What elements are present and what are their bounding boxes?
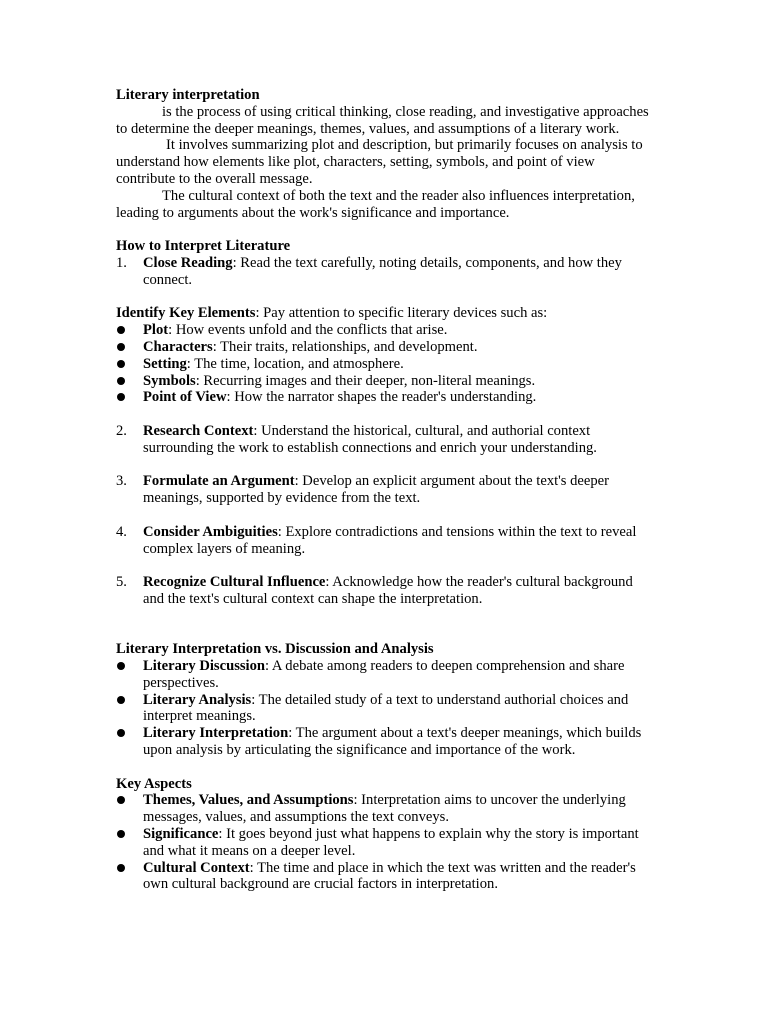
intro-paragraph-1: is the process of using critical thinking, close reading, and investigative approaches to determine the deeper meanings, themes, values, and assumptions of a literary work. <box>116 103 649 137</box>
list-item: Themes, Values, and Assumptions: Interpretation aims to uncover the underlying messages, values, and assumptions the text conveys. <box>116 792 656 826</box>
steps-list <box>116 423 656 608</box>
key-elements-intro: Identify Key Elements: Pay attention to specific literary devices such as: <box>116 305 548 322</box>
aspects-heading: Key Aspects <box>116 775 192 792</box>
versus-heading: Literary Interpretation vs. Discussion and Analysis <box>116 641 434 658</box>
intro-paragraph-3: The cultural context of both the text and the reader also influences interpretation, leading to arguments about the work's significance and importance. <box>116 187 635 221</box>
how-to-heading: How to Interpret Literature <box>116 238 291 255</box>
list-item: Literary Interpretation: The argument about a text's deeper meanings, which builds upon analysis by articulating the significance and importance of the work. <box>116 725 656 759</box>
list-item: Literary Analysis: The detailed study of a text to understand authorial choices and interpret meanings. <box>116 692 656 726</box>
step-4: 4. Consider Ambiguities: Explore contradictions and tensions within the text to reveal complex layers of meaning. <box>116 523 637 557</box>
step-3: 3. Formulate an Argument: Develop an explicit argument about the text's deeper meanings, supported by evidence from the text. <box>116 473 610 507</box>
step-1-list <box>116 255 656 289</box>
key-elements-list <box>116 322 656 406</box>
list-item: Literary Discussion: A debate among readers to deepen comprehension and share perspectives. <box>116 658 656 692</box>
step-term: Close Reading <box>143 254 233 271</box>
list-item: Characters: Their traits, relationships, and development. <box>116 339 656 356</box>
step-1: 1. Close Reading: Read the text carefully, noting details, components, and how they connect. <box>116 254 622 288</box>
intro-title: Literary interpretation <box>116 87 260 103</box>
list-item: Plot: How events unfold and the conflicts that arise. <box>116 322 656 339</box>
list-item: Cultural Context: The time and place in which the text was written and the reader's own cultural background are crucial factors in interpretation. <box>116 860 656 894</box>
list-item: Setting: The time, location, and atmosphere. <box>116 356 656 373</box>
document-body <box>116 87 656 893</box>
step-5: 5. Recognize Cultural Influence: Acknowledge how the reader's cultural background and the text's cultural context can shape the interpretation. <box>116 574 633 607</box>
list-item: Significance: It goes beyond just what happens to explain why the story is important and what it means on a deeper level. <box>116 826 656 860</box>
intro-paragraph-2: It involves summarizing plot and description, but primarily focuses on analysis to understand how elements like plot, characters, setting, symbols, and point of view contribute to the overall message. <box>116 137 643 187</box>
aspects-list <box>116 792 656 893</box>
versus-list <box>116 658 656 759</box>
step-text: : Read the text carefully, noting details, components, and how they connect. <box>143 254 622 288</box>
step-2: 2. Research Context: Understand the historical, cultural, and authorial context surrounding the work to establish connections and enrich your understanding. <box>116 422 597 456</box>
list-item: Point of View: How the narrator shapes the reader's understanding. <box>116 389 656 406</box>
list-item: Symbols: Recurring images and their deeper, non-literal meanings. <box>116 373 656 390</box>
